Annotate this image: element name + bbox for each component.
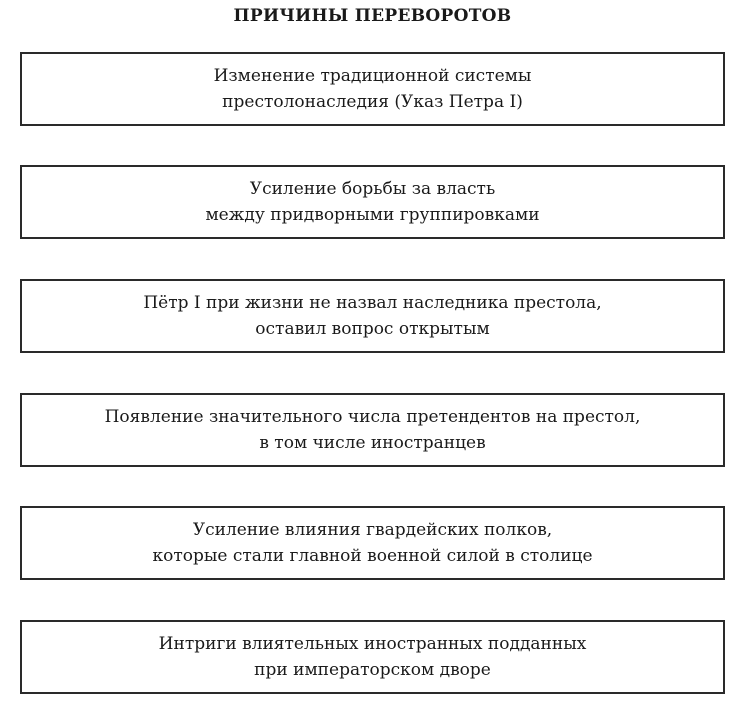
- cause-text-line: Появление значительного числа претендентов на престол,: [104, 407, 641, 427]
- cause-text-line: между придворными группировками: [205, 205, 540, 225]
- diagram-title: ПРИЧИНЫ ПЕРЕВОРОТОВ: [233, 6, 512, 26]
- cause-text-line: Пётр I при жизни не назвал наследника престола,: [143, 293, 602, 313]
- cause-text-line: при императорском дворе: [254, 660, 491, 680]
- cause-text-line: которые стали главной военной силой в столице: [152, 546, 593, 566]
- cause-text-line: в том числе иностранцев: [259, 433, 486, 453]
- cause-box-guards-influence: [20, 506, 725, 580]
- cause-box-foreign-intrigues: [20, 620, 725, 694]
- cause-box-power-struggle: [20, 165, 725, 239]
- cause-text-line: Усиление влияния гвардейских полков,: [192, 520, 553, 540]
- cause-text-line: оставил вопрос открытым: [255, 319, 490, 339]
- cause-text-line: Изменение традиционной системы: [213, 66, 532, 86]
- cause-box-succession-system: [20, 52, 725, 126]
- cause-box-no-heir: [20, 279, 725, 353]
- cause-text-line: Усиление борьбы за власть: [249, 179, 496, 199]
- cause-box-many-pretenders: [20, 393, 725, 467]
- cause-text-line: Интриги влиятельных иностранных подданных: [158, 634, 587, 654]
- cause-text-line: престолонаследия (Указ Петра I): [222, 92, 523, 112]
